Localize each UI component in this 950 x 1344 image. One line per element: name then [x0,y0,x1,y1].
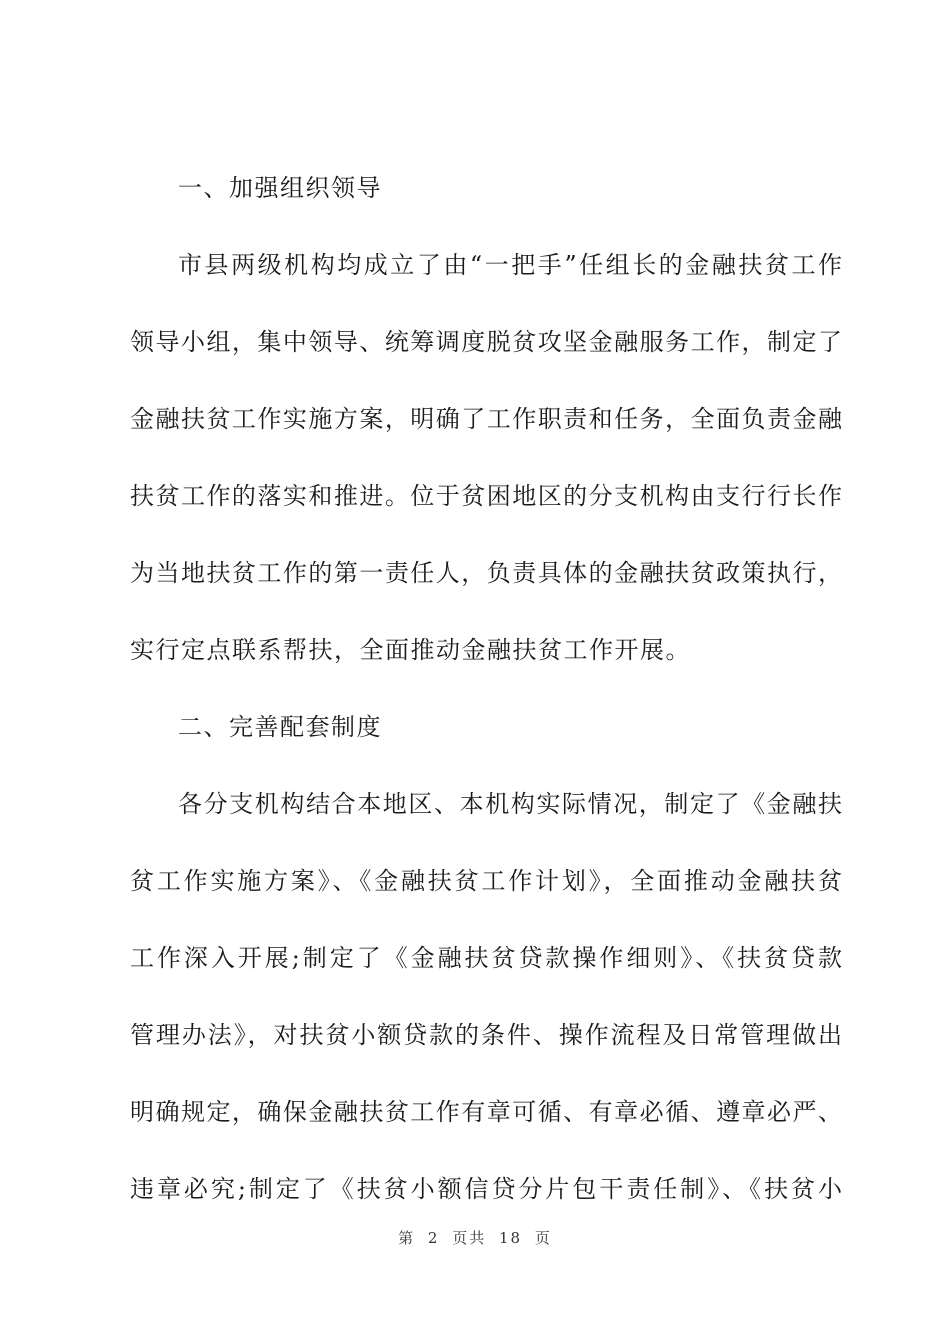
paragraph-line: 各分支机构结合本地区、本机构实际情况，制定了《金融扶 [178,790,842,818]
paragraph-line: 贫工作实施方案》、《金融扶贫工作计划》，全面推动金融扶贫 [130,867,842,895]
paragraph-line: 扶贫工作的落实和推进。位于贫困地区的分支机构由支行行长作 [130,482,842,510]
paragraph-line: 明确规定，确保金融扶贫工作有章可循、有章必循、遵章必严、 [130,1098,842,1126]
paragraph-line: 违章必究;制定了《扶贫小额信贷分片包干责任制》、《扶贫小 [130,1175,842,1203]
paragraph-line: 管理办法》，对扶贫小额贷款的条件、操作流程及日常管理做出 [130,1021,842,1049]
paragraph-line: 实行定点联系帮扶，全面推动金融扶贫工作开展。 [130,636,691,664]
paragraph-line: 工作深入开展;制定了《金融扶贫贷款操作细则》、《扶贫贷款 [130,944,842,972]
paragraph-line: 金融扶贫工作实施方案，明确了工作职责和任务，全面负责金融 [130,405,842,433]
paragraph-line: 市县两级机构均成立了由“一把手”任组长的金融扶贫工作 [178,251,842,279]
paragraph-line: 领导小组，集中领导、统筹调度脱贫攻坚金融服务工作，制定了 [130,328,842,356]
section-heading-1: 一、加强组织领导 [178,174,382,202]
page-number-footer: 第 2 页共 18 页 [398,1229,552,1247]
paragraph-line: 为当地扶贫工作的第一责任人，负责具体的金融扶贫政策执行， [130,559,842,587]
section-heading-2: 二、完善配套制度 [178,713,382,741]
